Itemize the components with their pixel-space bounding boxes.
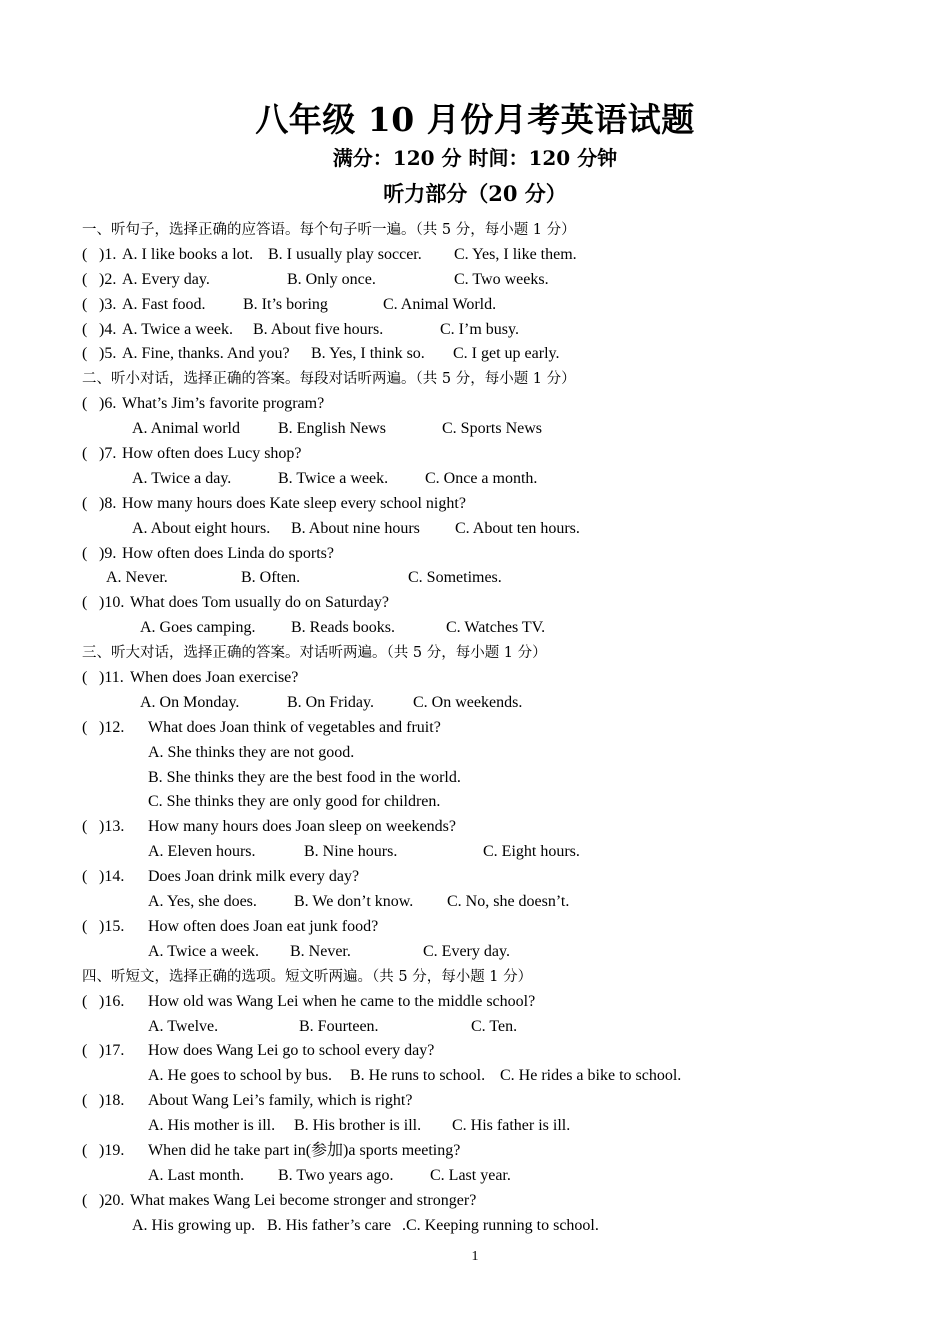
- question-number: )5.: [99, 345, 117, 363]
- question-number: )9.: [99, 544, 117, 562]
- option: B. About nine hours: [291, 519, 420, 537]
- option: A. She thinks they are not good.: [148, 743, 355, 761]
- option: A. Never.: [106, 569, 168, 587]
- option: A. Every day.: [122, 270, 210, 288]
- option: A. About eight hours.: [132, 519, 271, 537]
- option: A. Twelve.: [148, 1017, 219, 1035]
- question-stem: What makes Wang Lei become stronger and stronger?: [130, 1191, 477, 1209]
- question-stem: How many hours does Kate sleep every school night?: [122, 494, 466, 512]
- answer-blank[interactable]: (: [82, 1191, 88, 1209]
- option: C. Watches TV.: [446, 619, 546, 637]
- option: A. Animal world: [132, 420, 240, 438]
- option: A. His mother is ill.: [148, 1117, 276, 1135]
- option: .C. Keeping running to school.: [402, 1216, 599, 1234]
- question-row: [82, 542, 922, 567]
- option: A. On Monday.: [140, 693, 240, 711]
- option: B. Two years ago.: [278, 1166, 394, 1184]
- option: B. About five hours.: [253, 320, 384, 338]
- option: C. Eight hours.: [483, 843, 580, 861]
- question-stem: How often does Linda do sports?: [122, 544, 334, 562]
- option: A. His growing up.: [132, 1216, 256, 1234]
- question-row: [82, 815, 922, 840]
- question-row: [82, 492, 922, 517]
- answer-blank[interactable]: (: [82, 445, 88, 463]
- answer-blank[interactable]: (: [82, 1092, 88, 1110]
- question-list: [82, 218, 922, 1239]
- option: A. Twice a week.: [148, 942, 259, 960]
- question-row: [82, 1039, 922, 1064]
- question-number: )16.: [99, 992, 125, 1010]
- question-row: [82, 990, 922, 1015]
- answer-blank[interactable]: (: [82, 245, 88, 263]
- option: C. No, she doesn’t.: [447, 893, 570, 911]
- answer-blank[interactable]: (: [82, 992, 88, 1010]
- question-row: [82, 1089, 922, 1114]
- option: C. His father is ill.: [452, 1117, 571, 1135]
- question-number: )1.: [99, 245, 117, 263]
- part-title: 听力部分（20 分）: [383, 181, 567, 206]
- answer-blank[interactable]: (: [82, 270, 88, 288]
- question-row: [82, 666, 922, 691]
- option: C. About ten hours.: [455, 519, 580, 537]
- option-row: [82, 790, 922, 815]
- option: A. Twice a week.: [122, 320, 233, 338]
- answer-blank[interactable]: (: [82, 917, 88, 935]
- question-stem: What does Joan think of vegetables and fruit?: [148, 718, 441, 736]
- option-row: [82, 467, 922, 492]
- answer-blank[interactable]: (: [82, 1141, 88, 1159]
- question-number: )7.: [99, 445, 117, 463]
- answer-blank[interactable]: (: [82, 818, 88, 836]
- option-row: [82, 766, 922, 791]
- question-number: )18.: [99, 1092, 125, 1110]
- option: C. Sports News: [442, 420, 543, 438]
- question-number: )11.: [99, 669, 124, 687]
- question-stem: When does Joan exercise?: [130, 669, 299, 687]
- answer-blank[interactable]: (: [82, 669, 88, 687]
- question-row: [82, 442, 922, 467]
- answer-blank[interactable]: (: [82, 718, 88, 736]
- option: B. We don’t know.: [294, 893, 414, 911]
- question-stem: How old was Wang Lei when he came to the middle school?: [148, 992, 536, 1010]
- question-stem: How many hours does Joan sleep on weekends?: [148, 818, 456, 836]
- option-row: [82, 566, 922, 591]
- question-row: [82, 268, 922, 293]
- option: B. He runs to school.: [350, 1067, 486, 1085]
- option: B. It’s boring: [243, 295, 328, 313]
- option: B. She thinks they are the best food in the world.: [148, 768, 461, 786]
- section-heading: [82, 367, 922, 392]
- answer-blank[interactable]: (: [82, 320, 88, 338]
- answer-blank[interactable]: (: [82, 295, 88, 313]
- option: C. Every day.: [423, 942, 510, 960]
- question-number: )20.: [99, 1191, 125, 1209]
- answer-blank[interactable]: (: [82, 494, 88, 512]
- option-row: [82, 691, 922, 716]
- question-row: [82, 716, 922, 741]
- question-number: )13.: [99, 818, 125, 836]
- question-row: [82, 591, 922, 616]
- question-stem: How does Wang Lei go to school every day?: [148, 1042, 435, 1060]
- section-heading: [82, 641, 922, 666]
- answer-blank[interactable]: (: [82, 345, 88, 363]
- option: B. Only once.: [287, 270, 376, 288]
- question-stem: How often does Lucy shop?: [122, 445, 302, 463]
- answer-blank[interactable]: (: [82, 868, 88, 886]
- option: C. She thinks they are only good for children.: [148, 793, 441, 811]
- option: A. Yes, she does.: [148, 893, 257, 911]
- question-row: [82, 293, 922, 318]
- question-row: [82, 392, 922, 417]
- question-row: [82, 318, 922, 343]
- question-stem: How often does Joan eat junk food?: [148, 917, 379, 935]
- section-heading-text: 三、听大对话，选择正确的答案。对话听两遍。（共 5 分，每小题 1 分）: [82, 645, 547, 662]
- question-number: )2.: [99, 270, 117, 288]
- option: B. Nine hours.: [304, 843, 398, 861]
- question-number: )17.: [99, 1042, 125, 1060]
- option-row: [82, 1164, 922, 1189]
- option: C. Sometimes.: [408, 569, 502, 587]
- section-heading: [82, 218, 922, 243]
- page-number: 1: [471, 1249, 479, 1264]
- option-row: [82, 741, 922, 766]
- section-heading-text: 四、听短文，选择正确的选项。短文听两遍。（共 5 分，每小题 1 分）: [82, 968, 533, 985]
- option: B. Twice a week.: [278, 469, 389, 487]
- answer-blank[interactable]: (: [82, 544, 88, 562]
- option: B. His father’s care: [267, 1216, 392, 1234]
- option: A. Twice a day.: [132, 469, 232, 487]
- option: B. Yes, I think so.: [311, 345, 425, 363]
- option: C. Two weeks.: [454, 270, 549, 288]
- answer-blank[interactable]: (: [82, 594, 88, 612]
- option: B. Often.: [241, 569, 301, 587]
- option: C. I get up early.: [453, 345, 560, 363]
- option: B. I usually play soccer.: [268, 245, 422, 263]
- option-row: [82, 1114, 922, 1139]
- option-row: [82, 1015, 922, 1040]
- option-row: [82, 616, 922, 641]
- question-number: )8.: [99, 494, 117, 512]
- option: A. Last month.: [148, 1166, 244, 1184]
- section-heading-text: 二、听小对话，选择正确的答案。每段对话听两遍。（共 5 分，每小题 1 分）: [82, 371, 576, 388]
- question-number: )14.: [99, 868, 125, 886]
- option: B. English News: [278, 420, 386, 438]
- question-row: [82, 1139, 922, 1164]
- question-number: )12.: [99, 718, 125, 736]
- option: B. Fourteen.: [299, 1017, 379, 1035]
- option: C. Once a month.: [425, 469, 538, 487]
- section-heading: [82, 965, 922, 990]
- question-row: [82, 915, 922, 940]
- answer-blank[interactable]: (: [82, 1042, 88, 1060]
- option: B. Reads books.: [291, 619, 395, 637]
- option: C. On weekends.: [413, 693, 523, 711]
- option: A. Eleven hours.: [148, 843, 256, 861]
- option: C. Animal World.: [383, 295, 497, 313]
- option: C. I’m busy.: [440, 320, 519, 338]
- question-stem: Does Joan drink milk every day?: [148, 868, 360, 886]
- question-number: )10.: [99, 594, 125, 612]
- option-row: [82, 890, 922, 915]
- section-heading-text: 一、听句子，选择正确的应答语。每个句子听一遍。（共 5 分，每小题 1 分）: [82, 222, 576, 238]
- option: A. Fast food.: [122, 295, 206, 313]
- option: A. Goes camping.: [140, 619, 256, 637]
- option: C. Ten.: [471, 1017, 518, 1035]
- option: C. He rides a bike to school.: [500, 1067, 682, 1085]
- question-stem: What does Tom usually do on Saturday?: [130, 594, 389, 612]
- option: A. Fine, thanks. And you?: [122, 345, 290, 363]
- question-number: )19.: [99, 1141, 125, 1159]
- question-stem: About Wang Lei’s family, which is right?: [148, 1092, 413, 1110]
- question-number: )4.: [99, 320, 117, 338]
- exam-subtitle: 满分：120 分 时间：120 分钟: [332, 146, 618, 170]
- question-row: [82, 243, 922, 268]
- question-row: [82, 342, 922, 367]
- option: B. His brother is ill.: [294, 1117, 422, 1135]
- question-number: )15.: [99, 917, 125, 935]
- option: A. I like books a lot.: [122, 245, 254, 263]
- option: B. On Friday.: [287, 693, 374, 711]
- question-number: )6.: [99, 395, 117, 413]
- option-row: [82, 1064, 922, 1089]
- question-stem: When did he take part in(参加)a sports meeting?: [148, 1141, 461, 1159]
- question-row: [82, 865, 922, 890]
- option: B. Never.: [290, 942, 351, 960]
- question-number: )3.: [99, 295, 117, 313]
- question-row: [82, 1189, 922, 1214]
- question-stem: What’s Jim’s favorite program?: [122, 395, 325, 413]
- answer-blank[interactable]: (: [82, 395, 88, 413]
- option: C. Yes, I like them.: [454, 245, 577, 263]
- option-row: [82, 417, 922, 442]
- exam-title: 八年级 10 月份月考英语试题: [255, 100, 695, 139]
- option-row: [82, 840, 922, 865]
- option-row: [82, 517, 922, 542]
- option: C. Last year.: [430, 1166, 511, 1184]
- option-row: [82, 940, 922, 965]
- option: A. He goes to school by bus.: [148, 1067, 332, 1085]
- option-row: [82, 1214, 922, 1239]
